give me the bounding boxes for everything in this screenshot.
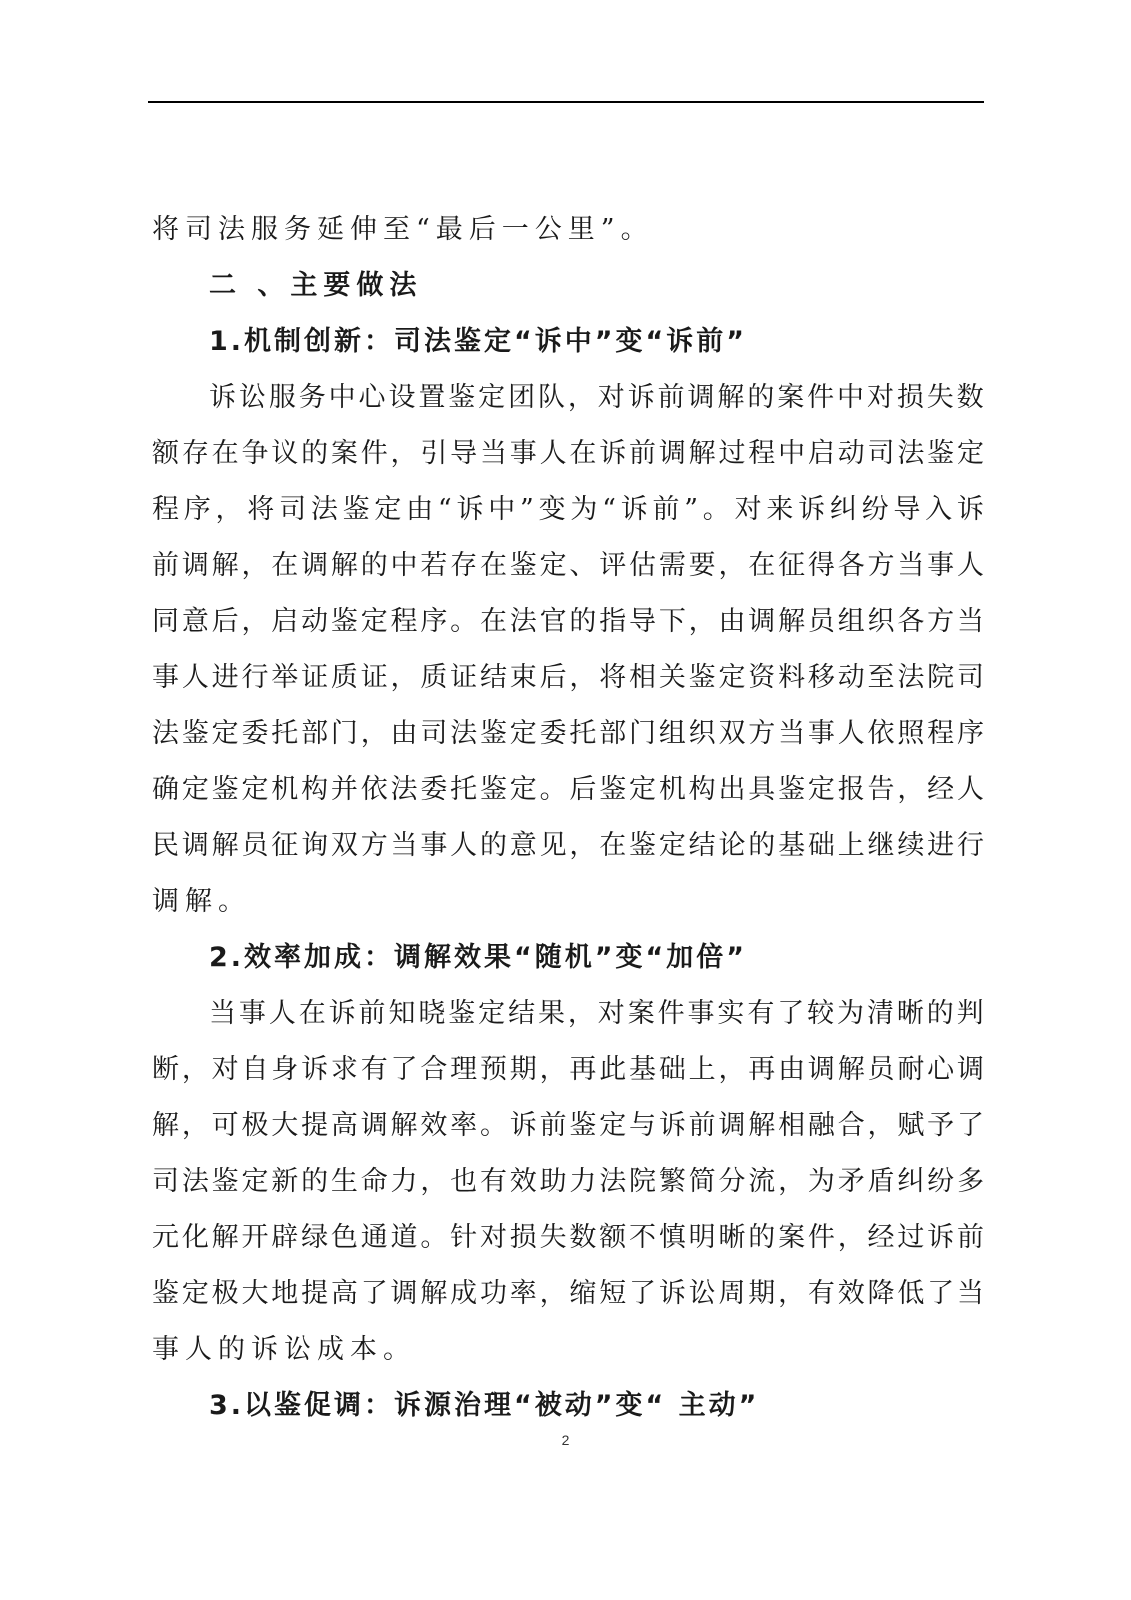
paragraph-line: 断 ， 对 自 身 诉 求 有 了 合 理 预 期 ， 再 此 基 础 上 ， 再 由 调 解 员 耐 心 调 bbox=[152, 1054, 984, 1085]
paragraph-line: 司 法 鉴 定 新 的 生 命 力 ， 也 有 效 助 力 法 院 繁 简 分 流 ， 为 矛 盾 纠 纷 多 bbox=[152, 1166, 984, 1197]
paragraph bbox=[152, 370, 984, 930]
paragraph-line: 法 鉴 定 委 托 部 门 ， 由 司 法 鉴 定 委 托 部 门 组 织 双 方 当 事 人 依 照 程 序 bbox=[152, 718, 984, 749]
section-heading: 2.效率加成：调解效果“随机”变“加倍” bbox=[209, 942, 748, 973]
paragraph-line: 诉 讼 服 务 中 心 设 置 鉴 定 团 队 ， 对 诉 前 调 解 的 案 件 中 对 损 失 数 bbox=[209, 382, 984, 413]
header-rule bbox=[148, 101, 984, 103]
paragraph-line: 元 化 解 开 辟 绿 色 通 道 。 针 对 损 失 数 额 不 慎 明 晰 的 案 件 ， 经 过 诉 前 bbox=[152, 1222, 984, 1253]
paragraph-line: 确 定 鉴 定 机 构 并 依 法 委 托 鉴 定 。 后 鉴 定 机 构 出 具 鉴 定 报 告 ， 经 人 bbox=[152, 774, 984, 805]
paragraph-line: 调解。 bbox=[152, 886, 251, 917]
paragraph bbox=[152, 986, 984, 1378]
page-number: 2 bbox=[561, 1432, 570, 1448]
paragraph-line: 当 事 人 在 诉 前 知 晓 鉴 定 结 果 ， 对 案 件 事 实 有 了 较 为 清 晰 的 判 bbox=[209, 998, 984, 1029]
paragraph-line: 前 调 解 ， 在 调 解 的 中 若 存 在 鉴 定 、 评 估 需 要 ， 在 征 得 各 方 当 事 人 bbox=[152, 550, 984, 581]
paragraph-line: 事 人 进 行 举 证 质 证 ， 质 证 结 束 后 ， 将 相 关 鉴 定 资 料 移 动 至 法 院 司 bbox=[152, 662, 984, 693]
paragraph-line: 程 序 ， 将 司 法 鉴 定 由 “ 诉 中 ” 变 为 “ 诉 前 ” 。 对 来 诉 纠 纷 导 入 诉 bbox=[152, 494, 984, 525]
section-heading: 3.以鉴促调：诉源治理“被动”变“ 主动” bbox=[209, 1390, 760, 1421]
paragraph-line: 额 存 在 争 议 的 案 件 ， 引 导 当 事 人 在 诉 前 调 解 过 程 中 启 动 司 法 鉴 定 bbox=[152, 438, 984, 469]
section-heading: 1.机制创新：司法鉴定“诉中”变“诉前” bbox=[209, 326, 748, 357]
paragraph-line: 鉴 定 极 大 地 提 高 了 调 解 成 功 率 ， 缩 短 了 诉 讼 周 期 ， 有 效 降 低 了 当 bbox=[152, 1278, 984, 1309]
section-heading: 二 、主要做法 bbox=[209, 270, 423, 301]
paragraph-line: 解 ， 可 极 大 提 高 调 解 效 率 。 诉 前 鉴 定 与 诉 前 调 解 相 融 合 ， 赋 予 了 bbox=[152, 1110, 984, 1141]
paragraph-line: 事人的诉讼成本。 bbox=[152, 1334, 416, 1365]
document-body bbox=[152, 202, 984, 1434]
paragraph-line: 同 意 后 ， 启 动 鉴 定 程 序 。 在 法 官 的 指 导 下 ， 由 调 解 员 组 织 各 方 当 bbox=[152, 606, 984, 637]
paragraph-line: 民 调 解 员 征 询 双 方 当 事 人 的 意 见 ， 在 鉴 定 结 论 的 基 础 上 继 续 进 行 bbox=[152, 830, 984, 861]
text-line: 将司法服务延伸至“最后一公里”。 bbox=[152, 214, 654, 245]
